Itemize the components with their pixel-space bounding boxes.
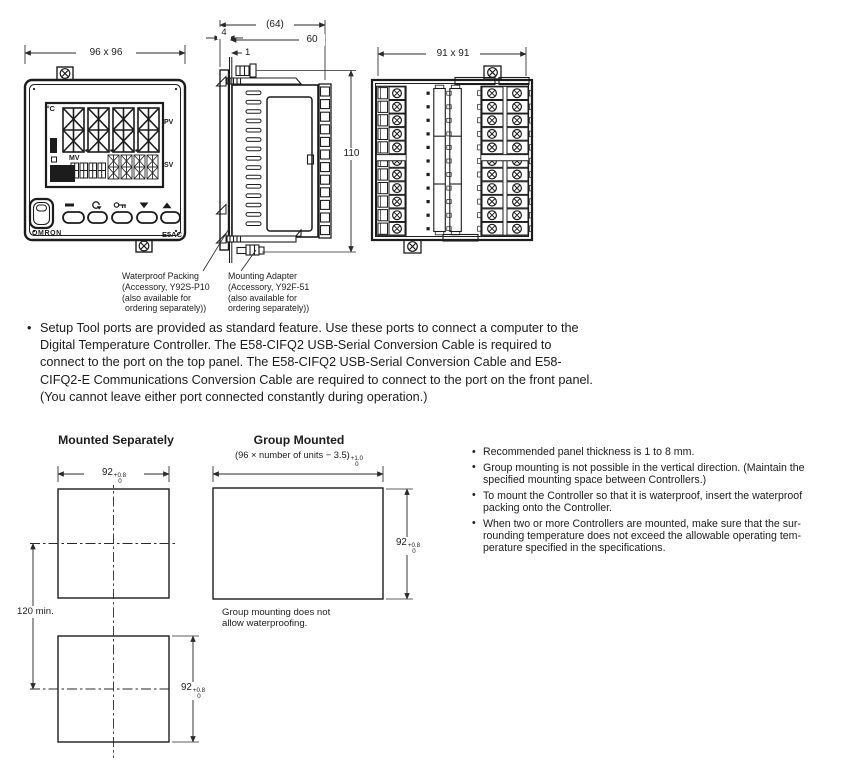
note-line: rounding temperature does not exceed the allowable operating tem- — [483, 529, 802, 542]
separate-width-dim: 92 +0.8 0 — [84, 467, 144, 485]
note-line: • To mount the Controller so that it is waterproof, insert the waterproof — [483, 489, 803, 502]
group-cutout-rect — [213, 488, 383, 599]
mounting-note — [473, 446, 845, 458]
bottom-clamp-mounting-adapter — [227, 230, 301, 255]
note-line: • Setup Tool ports are provided as standard feature. Use these ports to connect a computer to the — [40, 321, 579, 335]
separate-height-dim: 92 +0.8 0 — [172, 682, 214, 700]
top-clamp — [227, 64, 301, 84]
center-connector-slots — [434, 85, 462, 235]
status-indicator-block — [50, 165, 75, 182]
display-unit-indicator: °C — [46, 104, 55, 113]
left-terminal-strip — [377, 86, 452, 235]
callout-line: Mounting Adapter — [228, 271, 297, 281]
display-area — [46, 103, 163, 187]
level-key-icon — [65, 204, 74, 207]
formula-base: (96 × number of units − 3.5) — [235, 450, 350, 460]
callout-line: (Accessory, Y92S-P10 — [122, 281, 210, 292]
back-bottom-screw — [404, 240, 421, 253]
caption-line: allow waterproofing. — [222, 617, 308, 629]
bottom-mounting-screw — [136, 240, 152, 252]
group-mounted-diagram — [213, 466, 413, 599]
side-panel-gap-dim: 1 — [245, 46, 251, 58]
caption-line: Group mounting does not — [222, 606, 331, 618]
note-line: CIFQ2-E Communications Conversion Cable are required to connect to the port on the front panel. — [40, 372, 593, 387]
setup-tool-note — [27, 320, 680, 406]
group-height-dim: 92 +0.8 0 — [387, 537, 429, 555]
vent-slats — [246, 91, 261, 226]
callout-line: (also available for — [122, 292, 191, 303]
waterproof-packing-callout — [122, 271, 210, 314]
front-face-dimension: 96 x 96 — [76, 47, 136, 59]
back-view-drawing — [372, 47, 533, 253]
front-view-drawing — [25, 45, 185, 252]
note-line: • Recommended panel thickness is 1 to 8 mm. — [483, 446, 695, 458]
side-terminal-column — [319, 84, 331, 238]
note-line: perature specified in the specifications. — [483, 541, 666, 554]
panel-cutout-svg — [0, 430, 440, 772]
note-line: packing onto the Controller. — [483, 501, 612, 514]
back-face-dimension: 91 x 91 — [426, 48, 480, 60]
note-line: connect to the port on the top panel. The E58-CIFQ2 USB-Serial Conversion Cable and E58- — [40, 355, 562, 370]
mounting-note — [473, 490, 845, 514]
mode-key-icon — [93, 202, 102, 210]
note-line: Digital Temperature Controller. The E58-CIFQ2 USB-Serial Conversion Cable is required to — [40, 338, 552, 353]
mounted-separately-title: Mounted Separately — [58, 433, 174, 447]
note-line: (You cannot leave either port connected constantly during operation.) — [40, 389, 428, 404]
group-mounted-title: Group Mounted — [253, 433, 345, 447]
side-bezel-depth-dim: 4 — [217, 27, 231, 39]
up-key-icon — [163, 203, 172, 209]
note-line: • Group mounting is not possible in the vertical direction. (Maintain the — [483, 461, 805, 474]
callout-line: Waterproof Packing — [122, 271, 199, 281]
top-mounting-screw — [57, 67, 73, 80]
waterproof-packing-leader — [203, 227, 230, 271]
callout-line: ordering separately)) — [228, 303, 310, 314]
mounting-note — [473, 518, 845, 555]
right-terminal-strips — [478, 86, 533, 235]
mounting-notes-list — [473, 446, 845, 558]
note-line: specified mounting space between Controllers.) — [483, 473, 707, 486]
mv-label: MV — [69, 155, 80, 162]
callout-line: (also available for — [228, 292, 297, 303]
brand-logo: OMRON — [32, 230, 62, 237]
group-mounting-caption — [222, 607, 330, 629]
shift-key-icon — [114, 203, 126, 208]
side-total-depth-dim: (64) — [256, 19, 294, 31]
group-width-formula: (96 × number of units − 3.5) +1.0 0 — [235, 450, 363, 469]
mounting-note — [473, 462, 845, 486]
note-line: • When two or more Controllers are mounted, make sure that the sur- — [483, 517, 801, 530]
side-view-drawing — [203, 20, 356, 271]
status-indicator-bar — [50, 138, 57, 153]
side-case-depth-dim: 60 — [299, 34, 325, 46]
model-label: E5AC — [161, 230, 182, 239]
down-key-icon — [140, 203, 149, 209]
mounted-separately-diagram — [30, 466, 201, 758]
callout-line: ordering separately)) — [125, 303, 207, 314]
mounting-adapter-callout — [228, 271, 309, 314]
callout-line: (Accessory, Y92F-51 — [228, 281, 310, 292]
side-door — [267, 97, 312, 231]
vertical-spacing-dim: 120 min. — [17, 605, 54, 617]
waterproof-packing-wedges — [217, 77, 227, 244]
pv-label: PV — [164, 119, 174, 126]
side-height-dim: 110 — [337, 148, 366, 160]
sv-label: SV — [164, 162, 174, 169]
setup-port-cover — [30, 199, 53, 228]
front-keys — [63, 202, 180, 223]
